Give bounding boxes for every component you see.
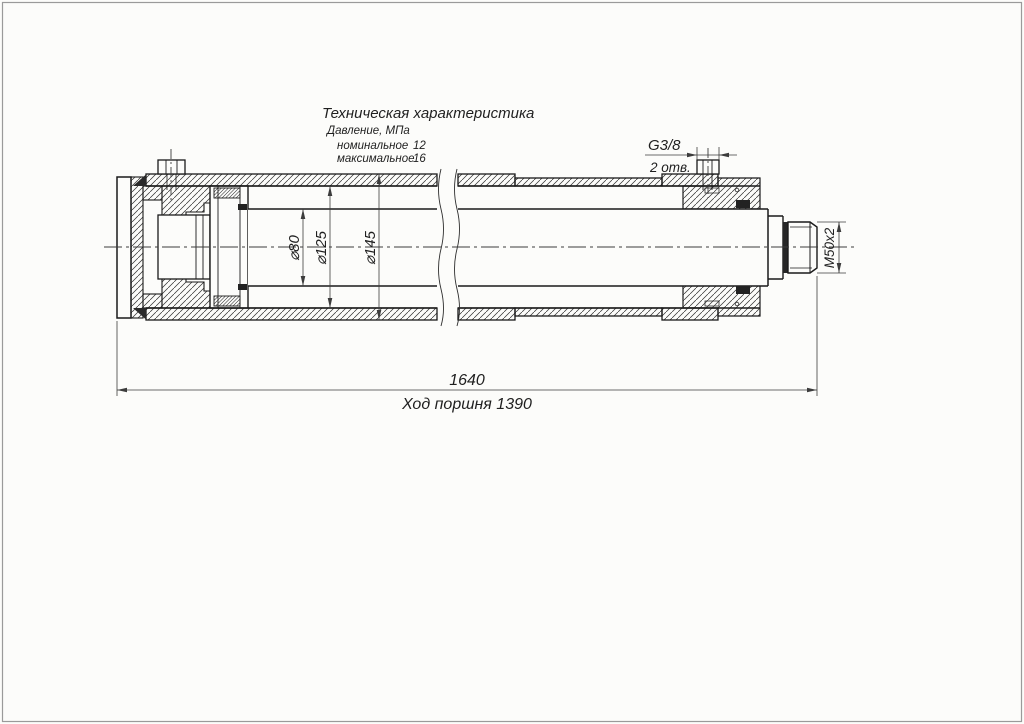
pressure-label: Давление, МПа bbox=[327, 125, 410, 137]
bore-diameter-label: ⌀125 bbox=[313, 230, 330, 266]
outer-diameter-label: ⌀145 bbox=[362, 230, 379, 266]
end-plate bbox=[117, 177, 131, 318]
piston-ring-bottom bbox=[238, 284, 247, 290]
piston-ring-top bbox=[238, 204, 247, 210]
pressure-max-label: максимальное bbox=[337, 153, 415, 165]
port-thread-label: G3/8 bbox=[648, 137, 681, 154]
port-count-label: 2 отв. bbox=[650, 160, 691, 175]
overall-length-label: 1640 bbox=[449, 372, 485, 389]
pressure-max-value: 16 bbox=[413, 153, 426, 165]
dim-bore-diameter bbox=[313, 186, 332, 308]
piston-seal-top bbox=[214, 188, 240, 198]
tech-specs-title: Техническая характеристика bbox=[322, 105, 535, 122]
dim-outer-diameter bbox=[362, 174, 381, 320]
piston-stroke-label: Ход поршня 1390 bbox=[402, 396, 532, 413]
dim-port-thread bbox=[645, 137, 737, 175]
pressure-nominal-label: номинальное bbox=[337, 140, 409, 152]
pressure-nominal-value: 12 bbox=[413, 140, 426, 152]
dim-rod-end-thread bbox=[817, 222, 846, 273]
rod-end-thread-label: M50x2 bbox=[822, 227, 837, 269]
rod-diameter-label: ⌀80 bbox=[286, 235, 303, 261]
tech-specs-block bbox=[322, 105, 534, 165]
rod-end-thread bbox=[768, 216, 817, 279]
piston-seal-bottom bbox=[214, 296, 240, 306]
